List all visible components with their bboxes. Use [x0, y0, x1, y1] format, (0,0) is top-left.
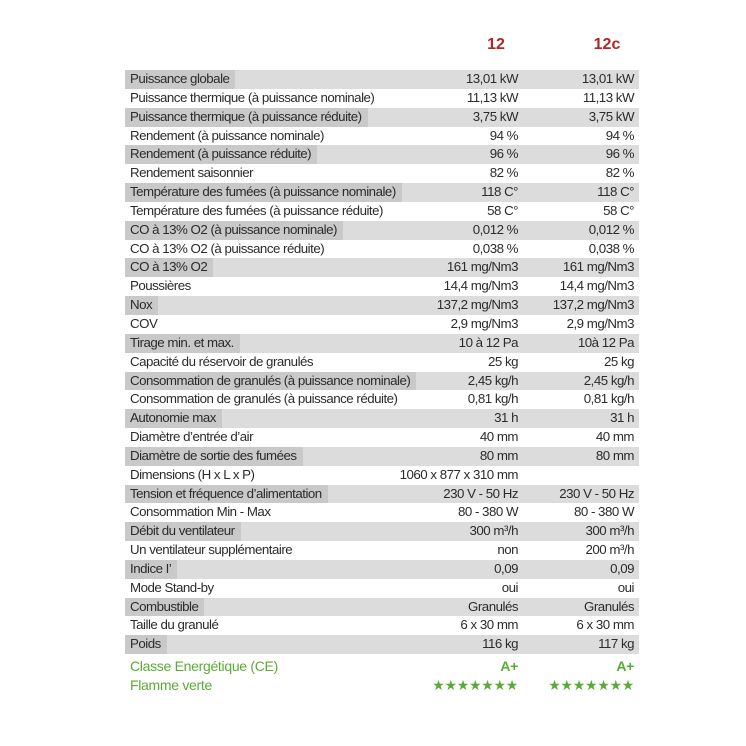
- spec-row: [125, 353, 639, 372]
- value-model-12c: 6 x 30 mm: [576, 617, 634, 633]
- spec-label: Autonomie max: [125, 409, 222, 428]
- value-model-12c: oui: [617, 579, 634, 595]
- spec-label: Combustible: [125, 598, 204, 617]
- spec-label: Consommation Min - Max: [130, 504, 271, 520]
- spec-label: Consommation de granulés (à puissance nominale): [125, 372, 416, 391]
- value-model-12: 118 C°: [481, 184, 518, 200]
- value-model-12c: 40 mm: [595, 429, 634, 445]
- spec-label: Température des fumées (à puissance nominale): [125, 183, 402, 202]
- value-model-12c: 137,2 mg/Nm3: [552, 297, 634, 313]
- value-model-12c: 230 V - 50 Hz: [559, 485, 634, 501]
- spec-row: [125, 635, 639, 654]
- value-model-12: 25 kg: [487, 353, 518, 369]
- column-header-12c: 12c: [593, 36, 621, 53]
- value-model-12c: 118 C°: [597, 184, 634, 200]
- spec-row: [125, 258, 639, 277]
- spec-row: [125, 183, 639, 202]
- spec-row: [125, 409, 639, 428]
- spec-row: [125, 428, 639, 447]
- spec-row: [125, 541, 639, 560]
- spec-row: [125, 676, 639, 695]
- spec-label: Puissance thermique (à puissance nominale): [130, 89, 375, 105]
- value-model-12: 116 kg: [482, 636, 518, 652]
- value-model-12: 0,81 kg/h: [467, 391, 518, 407]
- value-model-12: 13,01 kW: [465, 71, 518, 86]
- value-model-12c: 82 %: [605, 165, 634, 181]
- spec-label: Nox: [125, 296, 158, 315]
- spec-label: Tirage min. et max.: [125, 334, 240, 353]
- value-model-12: 2,45 kg/h: [467, 372, 518, 388]
- value-model-12c: 94 %: [605, 127, 634, 143]
- spec-label: CO à 13% O2: [125, 258, 213, 277]
- spec-label: Consommation de granulés (à puissance réduite): [130, 391, 398, 407]
- value-model-12c: 2,9 mg/Nm3: [566, 315, 634, 331]
- spec-label: Diamètre d’entrée d’air: [130, 429, 254, 445]
- spec-label: Tension et fréquence d’alimentation: [125, 485, 328, 504]
- value-model-12: 0,09: [494, 560, 518, 576]
- spec-row: [125, 560, 639, 579]
- value-model-12: 3,75 kW: [472, 108, 518, 124]
- spec-label: Un ventilateur supplémentaire: [130, 542, 293, 558]
- value-model-12c: 58 C°: [603, 202, 634, 218]
- value-model-12c: 161 mg/Nm3: [562, 259, 634, 275]
- spec-row: [125, 334, 639, 353]
- spec-row: [125, 579, 639, 598]
- value-model-12: 40 mm: [479, 429, 518, 445]
- value-model-12c: 0,012 %: [588, 221, 634, 237]
- spec-label: Débit du ventilateur: [125, 522, 241, 541]
- spec-row: [125, 240, 639, 259]
- spec-row: [125, 616, 639, 635]
- spec-label: Taille du granulé: [130, 617, 219, 633]
- value-model-12: 58 C°: [487, 202, 518, 218]
- value-model-12: 300 m³/h: [469, 523, 518, 539]
- spec-label: CO à 13% O2 (à puissance réduite): [130, 240, 325, 256]
- value-model-12: 0,012 %: [472, 221, 518, 237]
- spec-row: [125, 164, 639, 183]
- spec-row: [125, 598, 639, 617]
- spec-label: CO à 13% O2 (à puissance nominale): [125, 221, 343, 240]
- value-model-12c: A+: [616, 658, 634, 675]
- value-model-12c: 117 kg: [598, 636, 634, 652]
- value-model-12: 137,2 mg/Nm3: [436, 297, 518, 313]
- value-model-12: 2,9 mg/Nm3: [450, 315, 518, 331]
- spec-row: [125, 372, 639, 391]
- spec-label: Rendement (à puissance réduite): [125, 145, 317, 164]
- spec-label: Puissance globale: [125, 70, 235, 89]
- spec-label: Rendement saisonnier: [130, 165, 254, 181]
- value-model-12: 0,038 %: [472, 240, 518, 256]
- spec-label: Classe Energétique (CE): [130, 658, 278, 675]
- value-model-12c: 3,75 kW: [588, 108, 634, 124]
- spec-label: Puissance thermique (à puissance réduite): [125, 108, 368, 127]
- value-model-12c: 80 mm: [595, 447, 634, 463]
- value-model-12c: Granulés: [584, 598, 634, 614]
- spec-row: [125, 466, 639, 485]
- value-model-12c: 0,09: [610, 560, 634, 576]
- spec-label: Température des fumées (à puissance réduite): [130, 202, 383, 218]
- value-model-12: non: [497, 542, 518, 558]
- spec-row: [125, 108, 639, 127]
- value-model-12: 94 %: [489, 127, 518, 143]
- spec-label: Rendement (à puissance nominale): [130, 127, 324, 143]
- spec-row: [125, 277, 639, 296]
- value-model-12: 11,13 kW: [466, 89, 518, 105]
- spec-row: [125, 503, 639, 522]
- value-model-12: 96 %: [489, 146, 518, 162]
- spec-row: [125, 89, 639, 108]
- value-model-12: 6 x 30 mm: [460, 617, 518, 633]
- value-model-12c: 300 m³/h: [585, 523, 634, 539]
- spec-label: COV: [130, 315, 158, 331]
- value-model-12c: 25 kg: [603, 353, 634, 369]
- spec-table: [125, 70, 639, 695]
- spec-row: [125, 145, 639, 164]
- spec-row: [125, 70, 639, 89]
- spec-label: Flamme verte: [130, 677, 212, 693]
- value-model-12c: 0,81 kg/h: [583, 391, 634, 407]
- spec-label: Mode Stand-by: [130, 579, 214, 595]
- spec-row: [125, 315, 639, 334]
- value-model-12c: 13,01 kW: [581, 71, 634, 86]
- spec-row: [125, 221, 639, 240]
- value-model-12c: 0,038 %: [588, 240, 634, 256]
- value-model-12: 161 mg/Nm3: [446, 259, 518, 275]
- spec-row: [125, 657, 639, 676]
- spec-label: Dimensions (H x L x P): [130, 466, 255, 482]
- spec-label: Poids: [125, 635, 167, 654]
- spec-label: Indice I’: [125, 560, 177, 579]
- value-model-12c: 11,13 kW: [582, 89, 634, 105]
- value-model-12: 10 à 12 Pa: [458, 334, 518, 350]
- spec-row: [125, 447, 639, 466]
- value-model-12c: ★★★★★★★: [548, 677, 634, 693]
- spec-label: Poussières: [130, 278, 191, 294]
- spec-label: Diamètre de sortie des fumées: [125, 447, 303, 466]
- spec-row: [125, 485, 639, 504]
- value-model-12: 82 %: [489, 165, 518, 181]
- spec-row: [125, 202, 639, 221]
- spec-row: [125, 390, 639, 409]
- value-model-12c: 31 h: [610, 410, 634, 426]
- value-model-12c: 14,4 mg/Nm3: [559, 278, 634, 294]
- value-model-12: 14,4 mg/Nm3: [443, 278, 518, 294]
- spec-row: [125, 127, 639, 146]
- value-model-12: oui: [501, 579, 518, 595]
- value-model-12: Granulés: [468, 598, 518, 614]
- value-model-12: 31 h: [494, 410, 518, 426]
- spec-label: Capacité du réservoir de granulés: [130, 353, 314, 369]
- column-header-12: 12: [487, 36, 505, 53]
- value-model-12: 230 V - 50 Hz: [443, 485, 518, 501]
- value-model-12c: 200 m³/h: [585, 542, 634, 558]
- value-model-12: 80 - 380 W: [457, 504, 518, 520]
- value-model-12c: 80 - 380 W: [573, 504, 634, 520]
- value-model-12c: 2,45 kg/h: [583, 372, 634, 388]
- value-model-12: 1060 x 877 x 310 mm: [399, 466, 518, 482]
- value-model-12: ★★★★★★★: [432, 677, 518, 693]
- value-model-12: A+: [500, 658, 518, 675]
- spec-row: [125, 522, 639, 541]
- value-model-12: 80 mm: [479, 447, 518, 463]
- spec-row: [125, 296, 639, 315]
- value-model-12c: 10à 12 Pa: [577, 334, 634, 350]
- value-model-12c: 96 %: [605, 146, 634, 162]
